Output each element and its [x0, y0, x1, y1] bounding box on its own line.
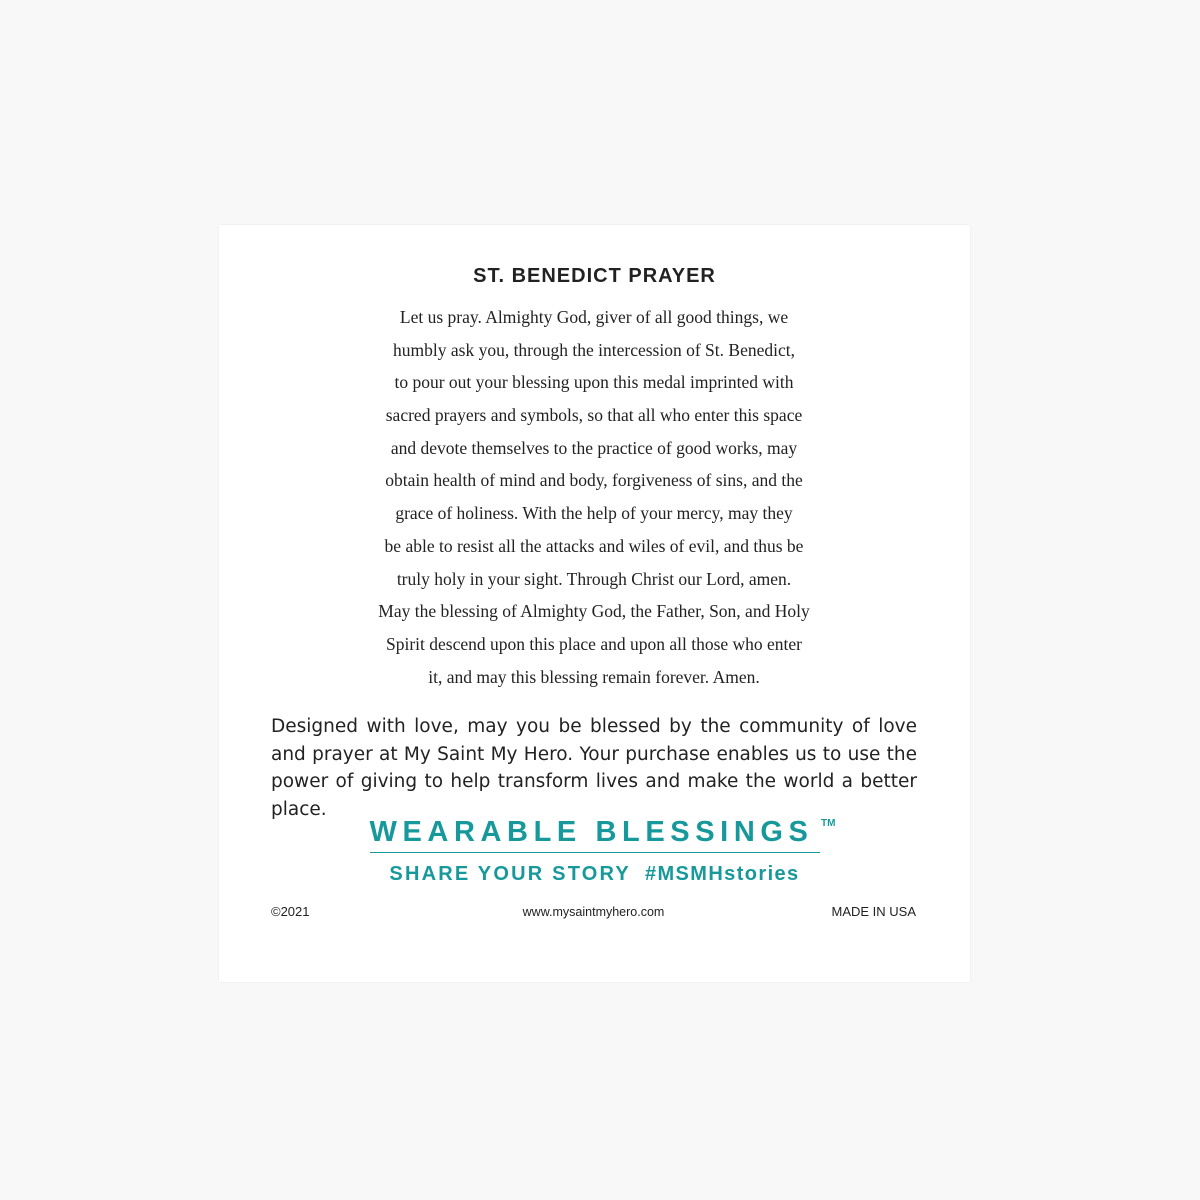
- share-story-text: SHARE YOUR STORY: [389, 863, 631, 885]
- prayer-line: Spirit descend upon this place and upon all those who enter: [385, 633, 803, 654]
- prayer-line: and devote themselves to the practice of good works, may: [390, 437, 798, 458]
- prayer-line: May the blessing of Almighty God, the Father, Son, and Holy: [378, 601, 810, 622]
- wearable-blessings-wordmark: [369, 816, 836, 853]
- trademark-symbol: TM: [821, 818, 836, 829]
- brand-tagline: [219, 816, 970, 853]
- prayer-card: [219, 225, 970, 982]
- copyright: ©2021: [271, 904, 310, 919]
- prayer-line: sacred prayers and symbols, so that all who enter this space: [385, 405, 803, 426]
- share-story-line: [219, 863, 970, 886]
- prayer-line: it, and may this blessing remain forever. Amen.: [428, 666, 760, 687]
- community-blurb: Designed with love, may you be blessed by the community of love and prayer at My Saint My Hero. Your purchase enables us to use the power of giving to help transform lives and make the world a better place.: [271, 716, 917, 820]
- prayer-title: ST. BENEDICT PRAYER: [473, 265, 716, 287]
- made-in-label: MADE IN USA: [831, 904, 916, 919]
- hashtag: #MSMHstories: [644, 863, 800, 885]
- brand-text: WEARABLE BLESSINGS: [369, 816, 814, 848]
- prayer-line: grace of holiness. With the help of your mercy, may they: [395, 503, 793, 524]
- website-url: www.mysaintmyhero.com: [522, 905, 665, 919]
- prayer-line: be able to resist all the attacks and wiles of evil, and thus be: [384, 535, 804, 556]
- prayer-line: truly holy in your sight. Through Christ our Lord, amen.: [396, 568, 792, 589]
- prayer-line: humbly ask you, through the intercession of St. Benedict,: [393, 339, 795, 360]
- prayer-line: obtain health of mind and body, forgiveness of sins, and the: [385, 470, 803, 491]
- prayer-line: Let us pray. Almighty God, giver of all good things, we: [399, 307, 789, 327]
- prayer-line: to pour out your blessing upon this medal imprinted with: [394, 372, 794, 393]
- prayer-text: [339, 301, 849, 693]
